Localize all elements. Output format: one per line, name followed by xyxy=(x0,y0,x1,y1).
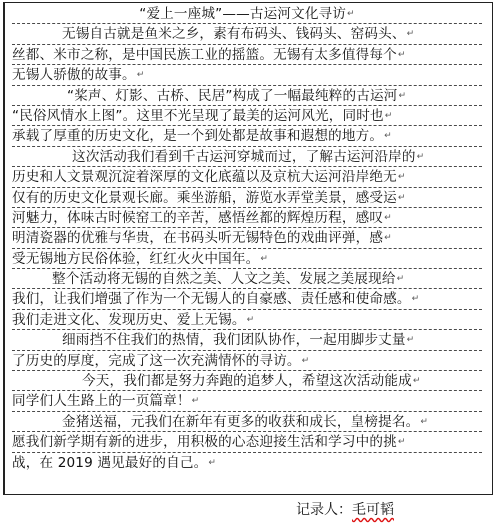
text-line: 丝都、米市之称，是中国民族工业的摇篮。无锡有太多值得每个↵ xyxy=(12,45,482,65)
text-line: 河魅力，体味古时候窑工的辛苦，感悟丝都的辉煌历程，感叹↵ xyxy=(12,208,482,228)
document-body xyxy=(12,4,482,473)
text-line: 同学们人生路上的一页篇章！↵ xyxy=(12,391,482,411)
text-line: 受无锡地方民俗体验，红红火火中国年。↵ xyxy=(12,249,482,269)
text-line: 明清瓷器的优雅与华贵，在书码头听无锡特色的戏曲评弹，感↵ xyxy=(12,228,482,248)
text-line: 整个活动将无锡的自然之美、人文之美、发展之美展现给↵ xyxy=(12,269,482,289)
text-line: 仅有的历史文化景观长廊。乘坐游船，游览水弄堂美景，感受运↵ xyxy=(12,188,482,208)
text-line: 无锡自古就是鱼米之乡，素有布码头、钱码头、窑码头、↵ xyxy=(12,24,482,44)
text-line: 这次活动我们看到千古运河穿城而过，了解古运河沿岸的↵ xyxy=(12,147,482,167)
text-line: 我们走进文化、发现历史、爱上无锡。↵ xyxy=(12,310,482,330)
text-line: “民俗风情水上图”。这里不光呈现了最美的运河风光，同时也↵ xyxy=(12,106,482,126)
recorder-name: 毛可韬 xyxy=(352,502,394,518)
text-line: 战，在 2019 遇见最好的自己。↵ xyxy=(12,454,217,471)
text-line: 今天，我们都是努力奔跑的追梦人，希望这次活动能成↵ xyxy=(12,371,482,391)
recorder-label: 记录人： xyxy=(296,502,352,518)
text-line: 金猪送福，元我们在新年有更多的收获和成长，皇榜提名。↵ xyxy=(12,412,482,432)
text-line: 愿我们新学期有新的进步，用积极的心态迎接生活和学习中的挑↵ xyxy=(12,432,482,452)
recorder-signature xyxy=(296,499,394,519)
text-line: 了历史的厚度，完成了这一次充满情怀的寻访。↵ xyxy=(12,351,482,371)
text-line: 细雨挡不住我们的热情，我们团队协作，一起用脚步丈量↵ xyxy=(12,330,482,350)
text-line: 我们，让我们增强了作为一个无锡人的自豪感、责任感和使命感。↵ xyxy=(12,289,482,309)
text-line: 无锡人骄傲的故事。↵ xyxy=(12,65,482,85)
document-title: “爱上一座城”——古运河文化寻访↵ xyxy=(12,4,482,24)
text-line: “桨声、灯影、古桥、民居”构成了一幅最纯粹的古运河↵ xyxy=(12,86,482,106)
text-line: 历史和人文景观沉淀着深厚的文化底蕴以及京杭大运河沿岸绝无↵ xyxy=(12,167,482,187)
text-line: 承载了厚重的历史文化，是一个到处都是故事和遐想的地方。↵ xyxy=(12,126,482,146)
